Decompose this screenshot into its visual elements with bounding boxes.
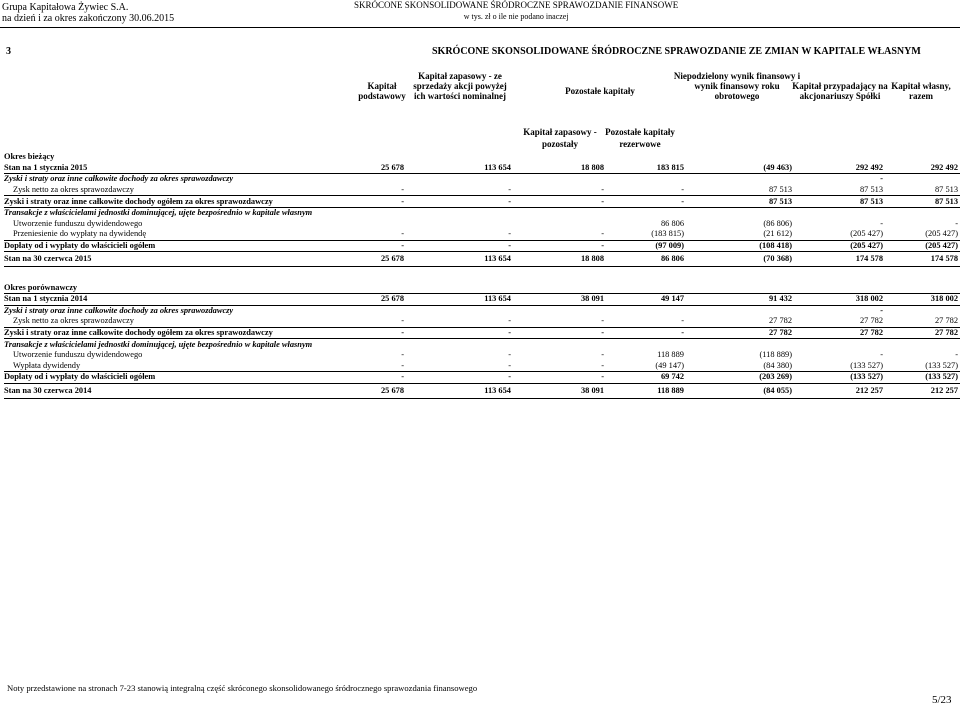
value-cell: [686, 282, 794, 293]
reporting-period: na dzień i za okres zakończony 30.06.2015: [2, 13, 175, 24]
value-cell: [606, 305, 686, 316]
value-cell: 27 782: [885, 327, 960, 339]
value-cell: -: [406, 316, 513, 327]
value-cell: [686, 207, 794, 218]
value-cell: -: [406, 196, 513, 208]
table-row: [4, 252, 960, 267]
section-number: 3: [6, 46, 11, 57]
value-cell: [513, 305, 606, 316]
value-cell: 18 808: [513, 252, 606, 267]
value-cell: -: [955, 218, 958, 228]
table-row: [4, 240, 960, 252]
value-cell: 212 257: [885, 383, 960, 398]
units-note: w tys. zł o ile nie podano inaczej: [463, 12, 569, 21]
value-cell: -: [601, 350, 604, 360]
value-cell: [606, 339, 686, 350]
value-cell: 27 782: [794, 316, 885, 327]
value-cell: [324, 219, 406, 230]
value-cell: -: [513, 196, 606, 208]
equity-changes-table: [4, 152, 960, 399]
table-row: [4, 267, 960, 283]
value-cell: (133 527): [885, 361, 960, 372]
table-row: [4, 293, 960, 305]
value-cell: (86 806): [763, 218, 792, 228]
col-header-share-premium: Kapitał zapasowy - ze sprzedaży akcji powyżej ich wartości nominalnej: [413, 71, 507, 101]
value-cell: 25 678: [324, 252, 406, 267]
value-cell: [794, 339, 885, 350]
value-cell: -: [513, 240, 606, 252]
value-cell: 25 678: [324, 383, 406, 398]
value-cell: [324, 305, 406, 316]
value-cell: (133 527): [885, 372, 960, 384]
row-label: Przeniesienie do wypłaty na dywidendę: [4, 229, 324, 240]
page-number: 5/23: [932, 694, 952, 706]
value-cell: -: [324, 361, 406, 372]
row-label: Utworzenie funduszu dywidendowego: [13, 350, 143, 360]
value-cell: 118 889: [657, 350, 684, 360]
value-cell: [513, 174, 606, 185]
value-cell: [794, 267, 885, 283]
value-cell: -: [406, 229, 513, 240]
value-cell: (118 889): [759, 350, 792, 360]
row-label: Zysk netto za okres sprawozdawczy: [4, 185, 324, 196]
value-cell: 87 513: [885, 185, 960, 196]
table-row: [4, 174, 960, 185]
row-label: Stan na 1 stycznia 2014: [4, 293, 324, 305]
value-cell: 113 654: [406, 383, 513, 398]
col-header-total-equity: Kapitał własny, razem: [891, 81, 951, 101]
row-label: Stan na 1 stycznia 2015: [4, 163, 324, 174]
value-cell: 27 782: [885, 316, 960, 327]
col-header-share-capital: Kapitał podstawowy: [358, 81, 406, 101]
value-cell: -: [406, 185, 513, 196]
value-cell: [885, 305, 960, 316]
value-cell: 87 513: [794, 185, 885, 196]
table-row: [4, 316, 960, 327]
col-header-retained-earnings: Niepodzielony wynik finansowy i wynik finansowy roku obrotowego: [673, 71, 801, 101]
table-row: [4, 327, 960, 339]
value-cell: [606, 152, 686, 163]
table-row: [4, 361, 960, 372]
value-cell: 174 578: [794, 252, 885, 267]
value-cell: [406, 305, 513, 316]
value-cell: [686, 267, 794, 283]
table-row: [4, 383, 960, 398]
table-row: [4, 372, 960, 384]
value-cell: (133 527): [794, 361, 885, 372]
value-cell: 38 091: [513, 383, 606, 398]
value-cell: (97 009): [606, 240, 686, 252]
value-cell: -: [406, 361, 513, 372]
value-cell: 318 002: [794, 293, 885, 305]
table-row: [4, 196, 960, 208]
value-cell: [686, 174, 794, 185]
value-cell: [885, 152, 960, 163]
value-cell: [324, 152, 406, 163]
value-cell: -: [513, 361, 606, 372]
value-cell: (205 427): [885, 240, 960, 252]
value-cell: -: [513, 327, 606, 339]
row-label: Dopłaty od i wypłaty do właścicieli ogółem: [4, 240, 324, 252]
company-name: Grupa Kapitałowa Żywiec S.A.: [2, 2, 129, 13]
value-cell: (84 055): [686, 383, 794, 398]
value-cell: -: [324, 185, 406, 196]
value-cell: -: [324, 372, 406, 384]
value-cell: [686, 152, 794, 163]
col-header-parent-equity: Kapitał przypadający na akcjonariuszy Spółki: [792, 81, 888, 101]
table-row: [4, 163, 960, 174]
value-cell: 87 513: [794, 196, 885, 208]
value-cell: [406, 282, 513, 293]
value-cell: 174 578: [885, 252, 960, 267]
value-cell: (203 269): [686, 372, 794, 384]
value-cell: [606, 174, 686, 185]
value-cell: [406, 174, 513, 185]
row-label: Zyski i straty oraz inne całkowite dochody ogółem za okres sprawozdawczy: [4, 196, 324, 208]
value-cell: -: [606, 196, 686, 208]
value-cell: (49 147): [606, 361, 686, 372]
value-cell: [885, 282, 960, 293]
value-cell: -: [324, 316, 406, 327]
table-row: [4, 350, 960, 361]
value-cell: [513, 267, 606, 283]
value-cell: [686, 339, 794, 350]
footer-note: Noty przedstawione na stronach 7-23 stanowią integralną część skróconego skonsolidowanego śródrocznego sprawozdania finansowego: [7, 683, 478, 693]
row-label: Utworzenie funduszu dywidendowego: [13, 218, 143, 228]
value-cell: 38 091: [513, 293, 606, 305]
table-row: [4, 229, 960, 240]
value-cell: -: [880, 350, 883, 360]
value-cell: 27 782: [686, 316, 794, 327]
value-cell: [406, 207, 513, 218]
value-cell: -: [513, 316, 606, 327]
row-label: [4, 267, 324, 283]
value-cell: -: [955, 350, 958, 360]
table-row: [4, 282, 960, 293]
table-row: [4, 152, 960, 163]
value-cell: 318 002: [885, 293, 960, 305]
value-cell: -: [406, 372, 513, 384]
value-cell: -: [606, 327, 686, 339]
value-cell: -: [513, 229, 606, 240]
row-label: Zyski i straty oraz inne całkowite dochody za okres sprawozdawczy: [4, 174, 234, 184]
row-label: Stan na 30 czerwca 2014: [4, 383, 324, 398]
value-cell: (21 612): [686, 229, 794, 240]
value-cell: 87 513: [885, 196, 960, 208]
value-cell: 86 806: [660, 218, 684, 228]
value-cell: -: [606, 316, 686, 327]
header-divider: [0, 27, 960, 28]
value-cell: (49 463): [686, 163, 794, 174]
value-cell: (205 427): [794, 240, 885, 252]
value-cell: (205 427): [885, 229, 960, 240]
value-cell: -: [513, 372, 606, 384]
value-cell: [324, 339, 406, 350]
value-cell: -: [406, 327, 513, 339]
value-cell: -: [880, 174, 883, 184]
row-label: Okres porównawczy: [4, 282, 324, 293]
value-cell: 27 782: [686, 327, 794, 339]
value-cell: [324, 207, 406, 218]
row-label: Zysk netto za okres sprawozdawczy: [4, 316, 324, 327]
value-cell: 292 492: [885, 163, 960, 174]
section-title: SKRÓCONE SKONSOLIDOWANE ŚRÓDROCZNE SPRAWOZDANIE ZE ZMIAN W KAPITALE WŁASNYM: [432, 46, 921, 57]
value-cell: -: [324, 240, 406, 252]
document-header-left: [2, 2, 174, 24]
value-cell: 87 513: [686, 185, 794, 196]
value-cell: 69 742: [606, 372, 686, 384]
value-cell: 91 432: [686, 293, 794, 305]
value-cell: (70 368): [686, 252, 794, 267]
value-cell: [324, 174, 406, 185]
value-cell: [606, 267, 686, 283]
value-cell: 18 808: [513, 163, 606, 174]
value-cell: [885, 339, 960, 350]
value-cell: [885, 267, 960, 283]
value-cell: [513, 207, 606, 218]
value-cell: [406, 219, 513, 230]
row-label: Okres bieżący: [4, 152, 55, 162]
value-cell: 212 257: [794, 383, 885, 398]
value-cell: -: [401, 350, 404, 360]
value-cell: 113 654: [406, 252, 513, 267]
value-cell: -: [406, 240, 513, 252]
value-cell: 27 782: [794, 327, 885, 339]
value-cell: [794, 282, 885, 293]
value-cell: [406, 339, 513, 350]
value-cell: [513, 152, 606, 163]
value-cell: 25 678: [324, 293, 406, 305]
value-cell: [794, 207, 885, 218]
subcol-header-reserve-other: Kapitał zapasowy - pozostały: [523, 127, 597, 149]
table-row: [4, 185, 960, 196]
value-cell: 118 889: [606, 383, 686, 398]
row-label: Dopłaty od i wypłaty do właścicieli ogółem: [4, 372, 324, 384]
value-cell: [324, 267, 406, 283]
table-row: [4, 305, 960, 316]
value-cell: [513, 282, 606, 293]
value-cell: [686, 305, 794, 316]
value-cell: [406, 267, 513, 283]
subcol-header-reserve-capital: Pozostałe kapitały rezerwowe: [605, 127, 675, 149]
value-cell: [513, 339, 606, 350]
value-cell: (183 815): [606, 229, 686, 240]
value-cell: 25 678: [324, 163, 406, 174]
value-cell: -: [324, 327, 406, 339]
value-cell: [606, 282, 686, 293]
value-cell: -: [880, 305, 883, 315]
value-cell: 49 147: [606, 293, 686, 305]
document-title: SKRÓCONE SKONSOLIDOWANE ŚRÓDROCZNE SPRAWOZDANIE FINANSOWE: [354, 0, 679, 10]
value-cell: [513, 219, 606, 230]
value-cell: [324, 282, 406, 293]
value-cell: [885, 207, 960, 218]
value-cell: -: [508, 350, 511, 360]
value-cell: 113 654: [406, 163, 513, 174]
value-cell: -: [880, 218, 883, 228]
value-cell: (108 418): [686, 240, 794, 252]
row-label: Zyski i straty oraz inne całkowite dochody za okres sprawozdawczy: [4, 305, 234, 315]
row-label: Transakcje z właścicielami jednostki dominującej, ujęte bezpośrednio w kapitale własnym: [4, 339, 313, 349]
value-cell: -: [324, 196, 406, 208]
value-cell: 292 492: [794, 163, 885, 174]
value-cell: 87 513: [686, 196, 794, 208]
document-header-center: [354, 0, 678, 22]
table-row: [4, 207, 960, 218]
row-label: Transakcje z właścicielami jednostki dominującej, ujęte bezpośrednio w kapitale własnym: [4, 208, 313, 218]
table-row: [4, 219, 960, 230]
value-cell: (133 527): [794, 372, 885, 384]
value-cell: 113 654: [406, 293, 513, 305]
value-cell: (84 380): [686, 361, 794, 372]
value-cell: -: [513, 185, 606, 196]
value-cell: [794, 152, 885, 163]
value-cell: -: [606, 185, 686, 196]
row-label: Stan na 30 czerwca 2015: [4, 252, 324, 267]
value-cell: -: [324, 229, 406, 240]
row-label: Wypłata dywidendy: [4, 361, 324, 372]
value-cell: 183 815: [606, 163, 686, 174]
col-header-other-capital: Pozostałe kapitały: [565, 86, 635, 96]
value-cell: [406, 152, 513, 163]
value-cell: [885, 174, 960, 185]
table-row: [4, 339, 960, 350]
value-cell: 86 806: [606, 252, 686, 267]
value-cell: [606, 207, 686, 218]
value-cell: (205 427): [794, 229, 885, 240]
row-label: Zyski i straty oraz inne całkowite dochody ogółem za okres sprawozdawczy: [4, 327, 324, 339]
